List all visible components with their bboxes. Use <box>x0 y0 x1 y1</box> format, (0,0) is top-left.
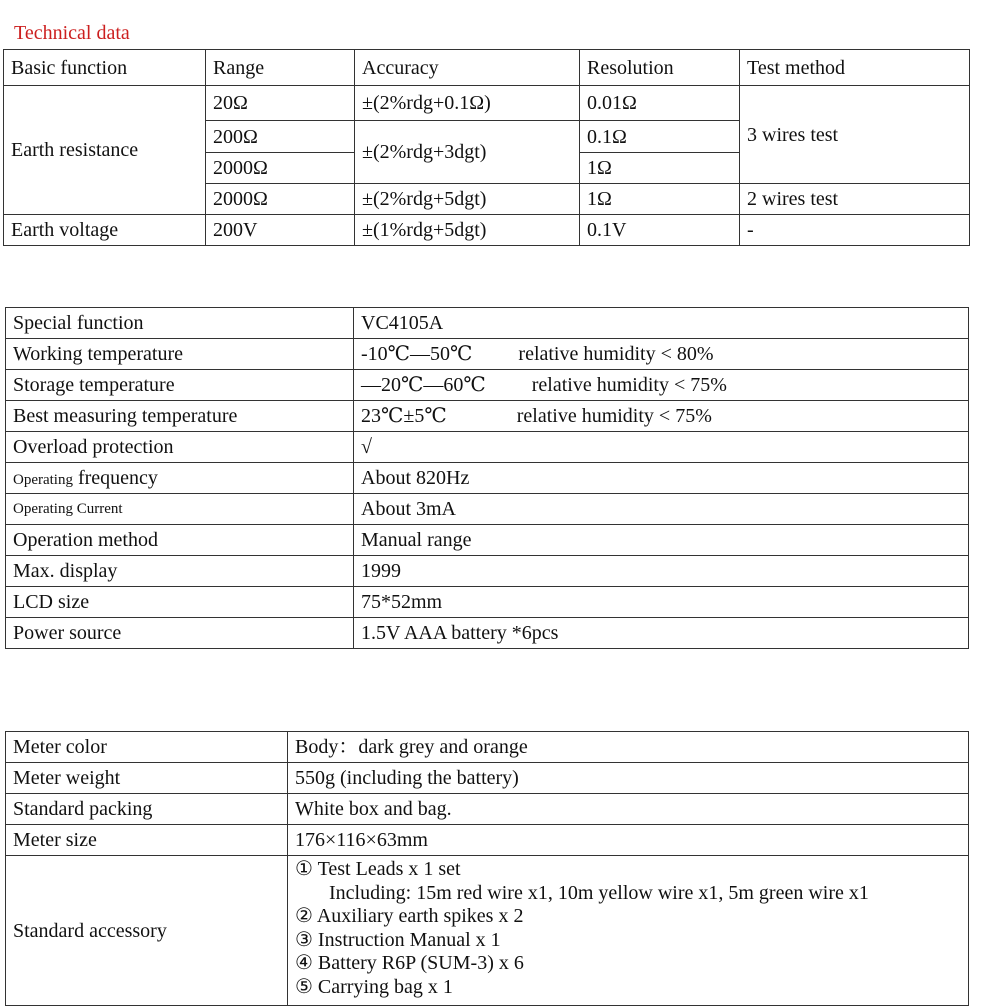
row-value: About 820Hz <box>354 463 969 494</box>
row-value: 1999 <box>354 556 969 587</box>
row-value: Body：dark grey and orange <box>288 732 969 763</box>
table-row <box>6 463 969 494</box>
row-label: Meter weight <box>6 763 288 794</box>
humidity-value: relative humidity < 80% <box>518 343 714 365</box>
range-cell: 200V <box>206 215 355 246</box>
row-label <box>6 463 354 494</box>
table-row <box>6 794 969 825</box>
row-label: Special function <box>6 308 354 339</box>
list-item: ② Auxiliary earth spikes x 2 <box>295 905 524 927</box>
row-label: Standard packing <box>6 794 288 825</box>
row-label: Operation method <box>6 525 354 556</box>
temperature-value: 23℃±5℃ <box>361 405 447 427</box>
accuracy-cell: ±(2%rdg+0.1Ω) <box>355 86 580 121</box>
earth-resistance-label: Earth resistance <box>4 86 206 215</box>
accuracy-cell: ±(2%rdg+5dgt) <box>355 184 580 215</box>
label-rest: frequency <box>77 467 158 489</box>
list-item: ④ Battery R6P (SUM-3) x 6 <box>295 952 524 974</box>
header-test-method: Test method <box>740 50 970 86</box>
row-value: White box and bag. <box>288 794 969 825</box>
table-row <box>6 339 969 370</box>
range-cell: 2000Ω <box>206 153 355 184</box>
table-header-row <box>4 50 970 86</box>
table-row <box>6 618 969 649</box>
table-row <box>6 556 969 587</box>
header-basic-function: Basic function <box>4 50 206 86</box>
table-row <box>4 86 970 121</box>
row-value: About 3mA <box>354 494 969 525</box>
list-item: ③ Instruction Manual x 1 <box>295 928 501 951</box>
row-value <box>354 339 969 370</box>
resolution-cell: 1Ω <box>580 184 740 215</box>
row-label: Meter size <box>6 825 288 856</box>
row-value: 550g (including the battery) <box>288 763 969 794</box>
special-function-table <box>5 307 969 649</box>
row-label: Storage temperature <box>6 370 354 401</box>
row-value <box>354 401 969 432</box>
resolution-cell: 0.1V <box>580 215 740 246</box>
table-row <box>6 308 969 339</box>
earth-voltage-label: Earth voltage <box>4 215 206 246</box>
list-item: ⑤ Carrying bag x 1 <box>295 975 453 998</box>
test-method-cell: 3 wires test <box>740 86 970 184</box>
table-row <box>6 432 969 463</box>
row-value: 75*52mm <box>354 587 969 618</box>
table-row <box>6 587 969 618</box>
row-label: Overload protection <box>6 432 354 463</box>
list-item: ① Test Leads x 1 set <box>295 858 461 880</box>
range-cell: 20Ω <box>206 86 355 121</box>
list-item: Including: 15m red wire x1, 10m yellow wire x1, 5m green wire x1 <box>329 881 869 904</box>
resolution-cell: 1Ω <box>580 153 740 184</box>
row-value: 176×116×63mm <box>288 825 969 856</box>
humidity-value: relative humidity < 75% <box>531 374 727 396</box>
row-label: Operating Current <box>6 494 354 525</box>
test-method-cell: - <box>740 215 970 246</box>
row-value: VC4105A <box>354 308 969 339</box>
header-accuracy: Accuracy <box>355 50 580 86</box>
resolution-cell: 0.01Ω <box>580 86 740 121</box>
table-row <box>4 215 970 246</box>
header-resolution: Resolution <box>580 50 740 86</box>
range-cell: 200Ω <box>206 121 355 153</box>
header-range: Range <box>206 50 355 86</box>
row-label: Meter color <box>6 732 288 763</box>
table-row <box>6 856 969 1006</box>
row-label: LCD size <box>6 587 354 618</box>
basic-function-table <box>3 49 970 246</box>
accuracy-cell: ±(1%rdg+5dgt) <box>355 215 580 246</box>
row-label: Best measuring temperature <box>6 401 354 432</box>
meter-info-table <box>5 731 969 1006</box>
row-value: 1.5V AAA battery *6pcs <box>354 618 969 649</box>
temperature-value: -10℃—50℃ <box>361 343 473 365</box>
table-row <box>6 763 969 794</box>
table-row <box>6 825 969 856</box>
row-label: Power source <box>6 618 354 649</box>
accuracy-cell: ±(2%rdg+3dgt) <box>355 121 580 184</box>
row-value: √ <box>354 432 969 463</box>
table-row <box>6 525 969 556</box>
test-method-cell: 2 wires test <box>740 184 970 215</box>
section-title: Technical data <box>14 22 130 44</box>
accessory-list <box>288 856 969 1006</box>
row-value: Manual range <box>354 525 969 556</box>
table-row <box>6 370 969 401</box>
table-row <box>6 401 969 432</box>
humidity-value: relative humidity < 75% <box>516 405 712 427</box>
label-small: Operating <box>13 472 73 488</box>
row-label: Max. display <box>6 556 354 587</box>
table-row <box>6 494 969 525</box>
row-label: Standard accessory <box>6 856 288 1006</box>
range-cell: 2000Ω <box>206 184 355 215</box>
row-label: Working temperature <box>6 339 354 370</box>
row-value <box>354 370 969 401</box>
table-row <box>6 732 969 763</box>
temperature-value: —20℃—60℃ <box>361 374 486 396</box>
resolution-cell: 0.1Ω <box>580 121 740 153</box>
